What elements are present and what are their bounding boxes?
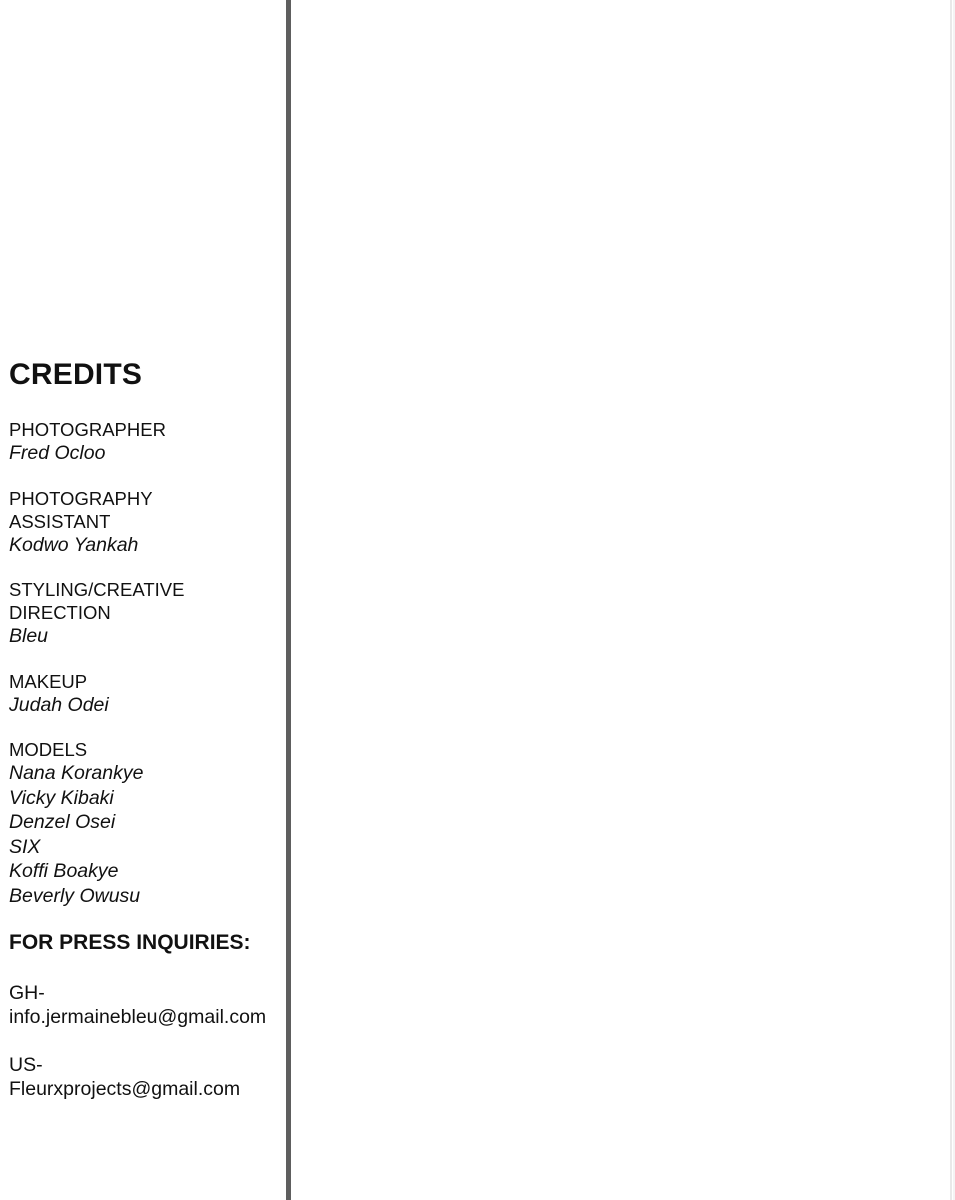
vertical-divider [286,0,291,1200]
press-inquiries-heading: FOR PRESS INQUIRIES: [9,931,251,954]
credit-name: Kodwo Yankah [9,533,139,556]
model-name: SIX [9,835,41,858]
credit-styling-creative-direction [9,578,281,649]
credit-name: Fred Ocloo [9,442,106,464]
credits-column [9,355,281,1125]
credit-models [9,738,281,908]
contact-prefix: US- [9,1054,43,1076]
credit-photography-assistant [9,487,281,558]
model-name: Nana Korankye [9,762,144,784]
contact-email[interactable]: info.jermainebleu@gmail.com [9,1006,267,1028]
role-label: MODELS [9,739,88,760]
model-name: Vicky Kibaki [9,786,114,809]
contact-email[interactable]: Fleurxprojects@gmail.com [9,1078,241,1100]
role-label: DIRECTION [9,602,111,623]
role-label: ASSISTANT [9,510,111,532]
press-contact-us [9,1053,281,1101]
model-name: Koffi Boakye [9,860,119,882]
contact-prefix: GH- [9,982,45,1004]
role-label: PHOTOGRAPHER [9,419,166,440]
credit-makeup [9,670,281,718]
model-name: Denzel Osei [9,811,116,833]
press-contact-gh [9,981,281,1029]
credits-title: CREDITS [9,358,143,391]
model-name: Beverly Owusu [9,884,141,907]
role-label: MAKEUP [9,670,88,692]
role-label: PHOTOGRAPHY [9,487,153,509]
credit-name: Judah Odei [9,693,109,716]
credit-photographer [9,418,281,466]
credit-name: Bleu [9,625,49,647]
page-edge-line [950,0,952,1200]
role-label: STYLING/CREATIVE [9,579,185,600]
